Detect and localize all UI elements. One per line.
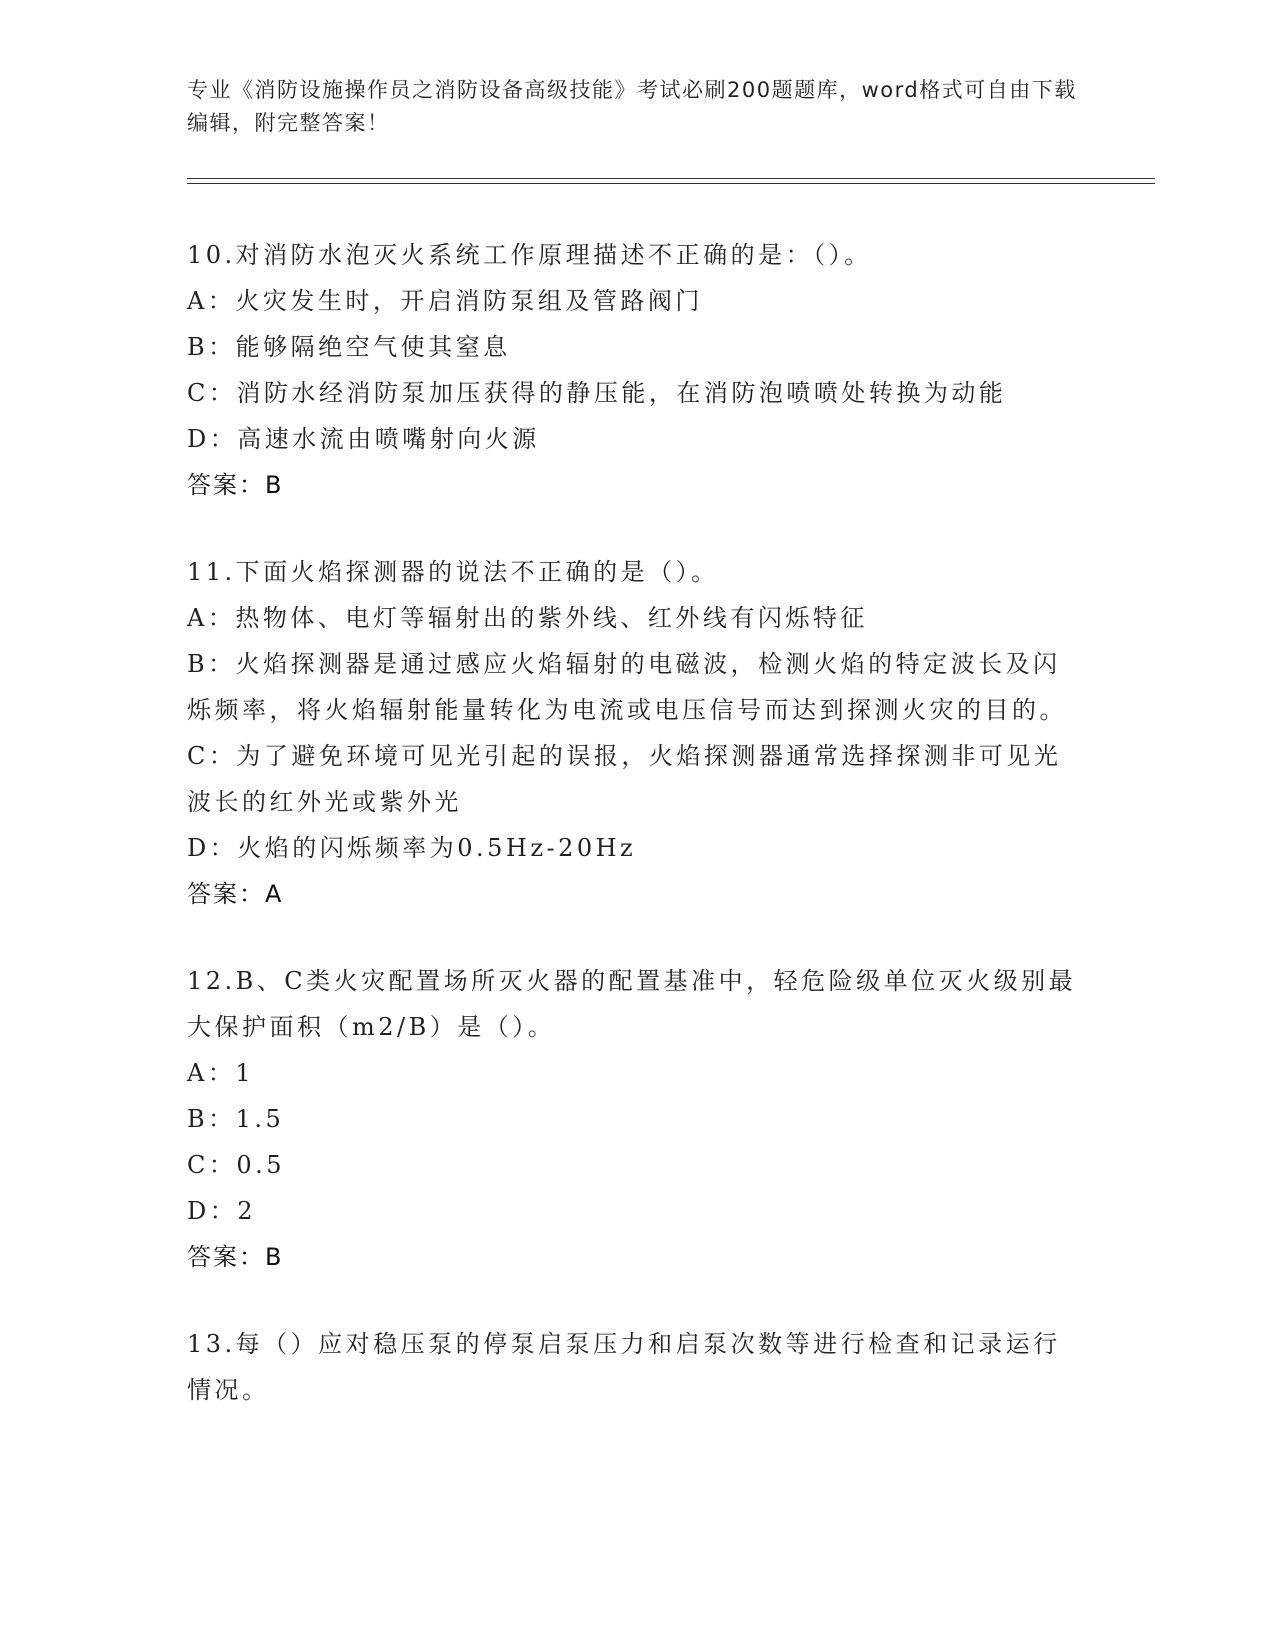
option-b: B：火焰探测器是通过感应火焰辐射的电磁波，检测火焰的特定波长及闪烁频率，将火焰辐射能量转化为电流或电压信号而达到探测火灾的目的。: [187, 650, 1067, 724]
question-stem: 10.对消防水泡灭火系统工作原理描述不正确的是：（）。: [187, 241, 872, 269]
option-a: A：1: [187, 1059, 255, 1087]
option-a: A：火灾发生时，开启消防泵组及管路阀门: [187, 287, 703, 315]
question-stem: 13.每（）应对稳压泵的停泵启泵压力和启泵次数等进行检查和记录运行情况。: [187, 1330, 1061, 1404]
option-a: A：热物体、电灯等辐射出的紫外线、红外线有闪烁特征: [187, 604, 868, 632]
option-d: D：火焰的闪烁频率为0.5Hz-20Hz: [187, 834, 637, 862]
question-13: [187, 1321, 1087, 1413]
question-stem: 11.下面火焰探测器的说法不正确的是（）。: [187, 558, 719, 586]
answer-line: 答案：B: [187, 471, 284, 499]
question-10: [187, 232, 1087, 508]
option-d: D：高速水流由喷嘴射向火源: [187, 425, 540, 453]
answer-line: 答案：A: [187, 880, 284, 908]
option-c: C：消防水经消防泵加压获得的静压能，在消防泡喷喷处转换为动能: [187, 379, 1007, 407]
option-c: C：为了避免环境可见光引起的误报，火焰探测器通常选择探测非可见光波长的红外光或紫外光: [187, 742, 1062, 816]
option-b: B：能够隔绝空气使其窒息: [187, 333, 511, 361]
header-divider-top: [187, 178, 1155, 179]
option-b: B：1.5: [187, 1105, 285, 1133]
option-d: D：2: [187, 1197, 257, 1225]
option-c: C：0.5: [187, 1151, 286, 1179]
answer-line: 答案：B: [187, 1243, 284, 1271]
question-11: [187, 549, 1087, 917]
question-list: [187, 232, 1087, 1454]
question-stem: 12.B、C类火灾配置场所灭火器的配置基准中，轻危险级单位灭火级别最大保护面积（m2/B）是（）。: [187, 967, 1077, 1041]
header-text: 专业《消防设施操作员之消防设备高级技能》考试必刷200题题库，word格式可自由下载编辑，附完整答案！: [187, 78, 1077, 135]
document-header: [187, 74, 1087, 140]
header-divider-bottom: [187, 183, 1155, 184]
question-12: [187, 958, 1087, 1280]
